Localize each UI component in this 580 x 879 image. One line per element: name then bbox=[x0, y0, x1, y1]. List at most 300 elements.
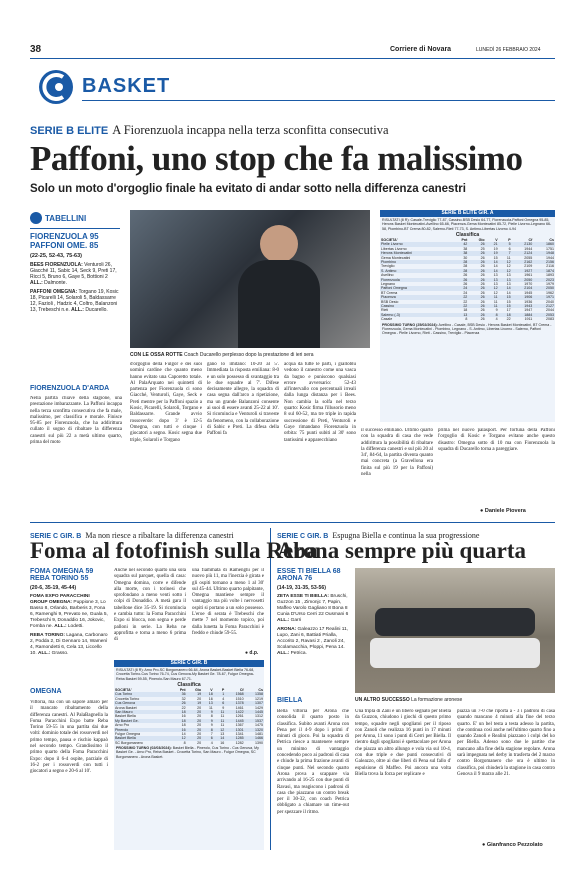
column-header: Pnt bbox=[179, 687, 186, 692]
stat-cell: 1422 bbox=[225, 710, 244, 714]
team-name-cell: Fiorenzuola bbox=[380, 278, 451, 282]
team-photo bbox=[355, 568, 555, 693]
team-name-cell: SC Borgomanero bbox=[115, 740, 143, 745]
team-name-cell: Crocetta Torino bbox=[115, 696, 140, 701]
stat-cell: 26 bbox=[480, 255, 485, 260]
stat-cell: 1445 bbox=[245, 710, 264, 714]
stat-cell: 1751 bbox=[546, 246, 554, 251]
stat-cell: 8 bbox=[210, 714, 213, 719]
stat-cell: 20 bbox=[187, 719, 202, 723]
stat-cell: 11 bbox=[220, 723, 225, 728]
standings-b-table bbox=[114, 688, 264, 745]
left-subhead: Ma non riesce a ribaltare la differenza canestri bbox=[85, 531, 234, 540]
lead-photo-caption: CON LE OSSA ROTTE Coach Ducarello perplesso dopo la prestazione di ieri sera bbox=[130, 352, 314, 358]
stat-cell: 1874 bbox=[533, 269, 555, 273]
lead-subhead: A Fiorenzuola incappa nella terza sconfitta consecutiva bbox=[112, 123, 389, 137]
team-name-cell: Piacenza bbox=[380, 295, 451, 299]
stat-cell: 2044 bbox=[546, 308, 554, 313]
stat-cell: 4 bbox=[495, 317, 498, 322]
column-header: Cf bbox=[239, 687, 244, 692]
stat-cell: 1 bbox=[214, 692, 226, 696]
team-name-cell: Salerno (-3) bbox=[380, 313, 451, 317]
stat-cell: 20 bbox=[197, 714, 202, 719]
stat-cell: 13 bbox=[506, 273, 511, 278]
stat-cell: 26 bbox=[480, 290, 485, 295]
lead-photo bbox=[130, 210, 370, 348]
stat-cell: 22 bbox=[451, 295, 468, 299]
stat-cell: 2116 bbox=[546, 264, 554, 269]
stat-cell: 17 bbox=[506, 308, 511, 313]
stat-cell: 1367 bbox=[235, 723, 244, 728]
stat-cell: 14 bbox=[486, 260, 499, 264]
stat-cell: 26 bbox=[172, 701, 187, 705]
stat-cell: 11 bbox=[208, 705, 213, 710]
team-name-cell: My Basket Ge. bbox=[114, 719, 172, 723]
stat-cell: 18 bbox=[463, 308, 468, 313]
stat-cell: 14 bbox=[493, 264, 498, 269]
stat-cell: 26 bbox=[468, 260, 485, 264]
stat-cell: 18 bbox=[202, 692, 214, 696]
stat-cell: 2053 bbox=[533, 313, 555, 317]
standings-b bbox=[114, 660, 264, 850]
column-header: SOCIETA' bbox=[115, 687, 132, 692]
column-header: Cs bbox=[549, 237, 554, 242]
stat-cell: 2083 bbox=[546, 317, 554, 322]
stat-cell: 26 bbox=[451, 278, 468, 282]
stat-cell: 2130 bbox=[512, 242, 534, 246]
stat-cell: 1461 bbox=[235, 705, 244, 710]
stat-cell: 30 bbox=[463, 255, 468, 260]
standings-a bbox=[380, 210, 555, 422]
stat-cell: 16 bbox=[220, 740, 225, 745]
stat-cell: 1860 bbox=[533, 242, 555, 246]
stat-cell: 14 bbox=[181, 731, 186, 736]
section-rule bbox=[82, 100, 555, 101]
lead-col-1: Nella partita chiave della stagione, una prestazione imbarazzante. La Paffoni incappa nella terza sconfitta consecutiva che fa male, malissimo, per classifica e morale. Finisce 95-85 per Fiorenzuola, che ha addirittura cullato il sogno di ribaltare la differenza canestri sul più 22 a metà ultimo quarto, prima del moto bbox=[30, 396, 122, 446]
standings-b-title: Classifica bbox=[177, 681, 201, 688]
standings-b-next: PROSSIMO TURNO (02/03/2024): Basket Biella - Pinerolo, Cus Torino - Cus Genova, My Basket Ge. - Arno Pro, Reba Basket - Crocetta Torino, San Mauro - Fulgor Omegna, SC Borgomanero - Arona Basket. bbox=[116, 746, 259, 759]
stat-cell: 2109 bbox=[524, 264, 533, 269]
basketball-icon bbox=[30, 212, 42, 224]
team-name-cell: Casale bbox=[381, 317, 393, 322]
stat-cell: 12 bbox=[506, 264, 511, 269]
right-boxscore-away: ARONA: Galeazzo 17 Realini 11, Lupo, Zani 6, Battiati Prialla, Accorito 2, Ravasi 2 , Zanoli 24, Scolamacchia, Ploppi, Pena 14. ALL.: Petrica. bbox=[277, 627, 349, 656]
right-col-3: piazza un 7-0 che riporta a - 3 i padroni di casa quando mancano 4 minuti alla fine del terzo quarto. E' un bel testa a testa adesso la partita, che continua così anche nell'ultimo quarto fino a quando Zanoli e Realini piazzano i colpi del ko per Biella. Adesso sono due le partite che mancano alla fine della stagione regolare. Arona sarà impegnata nel derby in trasferta del 2 marzo contro Borgomanero che ora è ultimo in classifica, poi chiuderà la stagione in casa contro Genova il 9 marzo alle 21. bbox=[457, 709, 555, 777]
left-boxscore-home: FOMA EXPO PARACCHINI GROUP OMEGNA: Puppione 3, Lo Basso 8, Orlando, Barberis 3, Fona 6, Ramenghi 9, Prevato ne, Guala 5, Trebeschi 9, Donaddio 16, Jokovic, Fomba ne. ALL.: Lodetti. bbox=[30, 594, 108, 629]
stat-cell: 13 bbox=[493, 273, 498, 278]
stat-cell: 8 bbox=[183, 740, 186, 745]
stat-cell: 1947 bbox=[524, 308, 533, 313]
stat-cell: 26 bbox=[480, 281, 485, 286]
standings-b-results: RISULTATI (8 R): Arno Pro-SC Borgomanero 66-64, Arona Basket-Basket Biella 76-68, Crocetta Torino-Cus Torino 76-74, Cus Genova-My Basket Ge. 78-67, Fulgor Omegna-Reba Basket 59-55, Pinerolo-San Mauro 67-71. bbox=[116, 668, 255, 681]
lead-col-2: d'orgoglio della Fulgor e dei suoi uomini cardine che quanto meno hanno evitato una Caporetto totale. Al PalaArquato nei quintetti di partenza per Fiorenzuola ci sono Giacché, Venturoli, Gaye, Seck e Preti mentre per la Paffoni spazio a Kosic, Picarelli, Solaroli, Torgano e Baldassarre. Grande avvio rossoverde: dopo 3' è 12-5 Omegna, con tutti e cinque i giocatori a segno. Kosic segna due triple, Solaroli e Torgano bbox=[130, 362, 202, 443]
coach-figure-icon bbox=[260, 225, 298, 263]
vertical-divider bbox=[270, 528, 271, 850]
stat-cell: 2104 bbox=[512, 286, 534, 290]
right-headline: Arona sempre più quarta bbox=[277, 538, 526, 563]
stat-cell: 20 bbox=[197, 731, 202, 736]
stat-cell: 18 bbox=[499, 313, 512, 317]
right-boxscore-home: ZETA ESSE TI BIELLA: Bruschi, Guzzon 15 , Zimonjc 7, Papin, Maffeo Varolo Gagliano 8 Bona 8 Cunia D'Urso Cerri 22 Ousmani 6 ALL.: Garri bbox=[277, 594, 349, 623]
team-name-cell: Pielle Livorno bbox=[380, 242, 451, 246]
stat-cell: 20 bbox=[197, 696, 202, 701]
team-name-cell: Legnano bbox=[381, 281, 395, 286]
left-headline: Foma al fotofinish sulla Reba bbox=[30, 538, 318, 563]
stat-cell: 1945 bbox=[524, 290, 533, 295]
stat-cell: 1341 bbox=[235, 731, 244, 736]
stat-cell: 14 bbox=[506, 290, 511, 295]
stat-cell: 26 bbox=[480, 299, 485, 304]
team-name-cell: Rieti bbox=[381, 308, 389, 313]
stat-cell: 6 bbox=[508, 246, 511, 251]
newspaper-name: Corriere di Novara bbox=[390, 46, 452, 53]
stat-cell: 1445 bbox=[225, 719, 244, 723]
stat-cell: 1971 bbox=[533, 295, 555, 299]
lead-headline: Paffoni, uno stop che fa malissimo bbox=[30, 139, 523, 178]
stat-cell: 32 bbox=[181, 696, 186, 701]
team-name-cell: Pinerolo bbox=[114, 728, 172, 732]
stat-cell: 16 bbox=[172, 728, 187, 732]
right-col-2: Una tripla di Zani e un libero segnato per Biella da Guzzon, chiudono i giochi di questo primo tempo, squadre negli spogliatoi per il riposo con Zanoli che realizza 16 punti in 17 minuti per Arona, 11 sono i punti di Cerri per Biella. Il rientro dagli spogliatoi è spettacolare per Arona che piazza un altro allungo e vola via sul 10-4, con due triple e due punti consecutivi di Galeazzo, oltre ai due liberi di Pena sul fallo d' espulsione di Maffeo. Poi ancora una volta Biella trova la forza per replicare e bbox=[355, 709, 451, 777]
boxscore-away: PAFFONI OMEGNA: Torgano 19, Kosic 18, Picarelli 14, Solaroli 5, Baldassarre 12, Fazioli , Hadzic 4, Coltro, Balanzoni 13, Trebeschi n.e. ALL.: Ducarello. bbox=[30, 289, 119, 313]
stat-cell: 11 bbox=[214, 719, 226, 723]
lead-col-4: acqua da tutte le parti, i gialloblu vedono il canestro come una vasca da bagno e puniscono qualsiasi errore avversario: 52-43 all'intervallo con percentuali irreali dalla lunga distanza per i Bees. Non cambia la solfa nel terzo quarto: Kosic firma l'illusorio meno 8 sul 60-52, ma tre triple in rapida successione di Preti, Venturoli e Gaye rimandano Fiorenzuola in orbita: 75 punti subiti al 30' sono tantissimi e apparecchiano bbox=[284, 362, 356, 443]
column-header: Pnt bbox=[461, 237, 468, 242]
team-name-cell: Avellino bbox=[381, 273, 394, 278]
left-score-home: FOMA OMEGNA 59 bbox=[30, 568, 94, 575]
stat-cell: 26 bbox=[480, 264, 485, 269]
stat-cell: 22 bbox=[451, 304, 468, 308]
horizontal-divider bbox=[30, 522, 555, 523]
team-name-cell: Cus Torino bbox=[114, 692, 172, 696]
column-header: V bbox=[210, 687, 213, 692]
right-partials: (14-19, 31-35, 53-56) bbox=[277, 585, 327, 591]
stat-cell: 36 bbox=[172, 692, 187, 696]
stat-cell: 6 bbox=[202, 736, 214, 740]
stat-cell: 1884 bbox=[512, 313, 534, 317]
stat-cell: 20 bbox=[187, 710, 202, 714]
stat-cell: 26 bbox=[480, 273, 485, 278]
right-city-title: BIELLA bbox=[277, 697, 303, 704]
column-header: V bbox=[495, 237, 498, 242]
stat-cell: 26 bbox=[468, 242, 485, 246]
score-partials: (22-25, 52-43, 75-63) bbox=[30, 253, 82, 259]
left-author: ● d.p. bbox=[245, 650, 259, 656]
stat-cell: 1936 bbox=[524, 299, 533, 304]
team-name-cell: Piombino bbox=[380, 260, 451, 264]
stat-cell: 14 bbox=[214, 736, 226, 740]
stat-cell: 1219 bbox=[255, 696, 263, 701]
stat-cell: 11 bbox=[486, 304, 499, 308]
standings-a-table bbox=[380, 238, 555, 322]
stat-cell: 20 bbox=[197, 723, 202, 728]
stat-cell: 12 bbox=[172, 736, 187, 740]
stat-cell: 15 bbox=[493, 255, 498, 260]
stat-cell: 38 bbox=[463, 246, 468, 251]
stat-cell: 6 bbox=[214, 701, 226, 705]
column-header: Cs bbox=[258, 687, 263, 692]
stat-cell: 1943 bbox=[512, 304, 534, 308]
stat-cell: 1475 bbox=[255, 723, 263, 728]
stat-cell: 20 bbox=[187, 736, 202, 740]
stat-cell: 1358 bbox=[245, 692, 264, 696]
stat-cell: 9 bbox=[210, 723, 213, 728]
stat-cell: 16 bbox=[208, 696, 213, 701]
score-away: PAFFONI OME. 85 bbox=[30, 241, 99, 250]
stat-cell: 1261 bbox=[235, 714, 244, 719]
team-name-cell: Fulgor Omegna bbox=[115, 731, 140, 736]
stat-cell: 28 bbox=[451, 260, 468, 264]
column-header: Gio bbox=[195, 687, 202, 692]
stat-cell: 7 bbox=[210, 731, 213, 736]
team-name-cell: BT Crema bbox=[381, 290, 398, 295]
standings-a-results: RISULTATI (8 R): Casale-Treviglio 77-87, Cassino-BSB Desio 64-77, Fiorenzuola-Paffoni Omegna 95-85, Herons Basket Montecatini-Avellino 65-66, Piacenza-Gema Montecatini 85-72, Pielle Livorno-Legnano 66-58, Piombino-BT Crema 80-82, Salerno-Rieti 77-73, S. Antimo-Libertas Livorno 4-94 bbox=[382, 218, 552, 231]
stat-cell: 1466 bbox=[245, 736, 264, 740]
left-col-1: Vittoria, ma con un sapore amaro per il mancato ribaltamento della differenza canestri. Al PalaBagnella la Foma Paracchini Expo batte Reba Torino 59-55 in una partita dai due volti: dominio totale dei rossoverdi nel primo tempo, pausa e rischio kappaò nel secondo tempo. Grandissimo il primo quarto della Foma Paracchini Expo: dopo il 6-4 ospite, parziale di 16-2 per i rossoverdi con tutti i giocatori a segno e 20-6 al 10'. bbox=[30, 700, 108, 775]
stat-cell: 1927 bbox=[512, 269, 534, 273]
boxscore-home: BEES FIORENZUOLA: Venturoli 26, Giacché 11, Sabic 14, Seck 9, Preti 17, Ricci 5, Bruno 6, Gaye 5, Bottioni 2 ALL.: Dalmonte. bbox=[30, 262, 117, 286]
stat-cell: 18 bbox=[172, 719, 187, 723]
stat-cell: 2040 bbox=[546, 299, 554, 304]
stat-cell: 26 bbox=[468, 269, 485, 273]
stat-cell: 11 bbox=[506, 255, 511, 260]
stat-cell: 11 bbox=[214, 710, 226, 714]
left-boxscore-away: REBA TORINO: Lagana, Carbonaro 2, Podda 2, Di Gennaro 14, Wamenì 4, Ramondetti 6, Cela 13, Liccello 10. ALL.: Grasso. bbox=[30, 633, 108, 656]
stat-cell: 1320 bbox=[245, 728, 264, 732]
right-subhead: Espugna Biella e continua la sua progressione bbox=[332, 531, 480, 540]
stat-cell: 22 bbox=[463, 299, 468, 304]
stat-cell: 13 bbox=[220, 731, 225, 736]
page-header bbox=[30, 44, 555, 59]
team-name-cell: Cus Genova bbox=[114, 701, 172, 705]
stat-cell: 1962 bbox=[546, 290, 554, 295]
standings-a-next: PROSSIMO TURNO (25/02/2024): Avellino - Casale, BSB Desio - Herons Basket Montecatini, BT Crema - Fiorenzuola, Gema Montecatini - Piombino, Legnano - S. Antimo, Libertas Livorno - Salerno, Paffoni Omegna - Pielle Livorno, Rieti - Cassino, Treviglio - Piacenza bbox=[382, 322, 552, 336]
section-logo bbox=[37, 68, 75, 106]
lead-col-6: prima nel nuovo palasport. Per fortuna della Paffoni l'orgoglio di Kosic e Torgano evitano anche questo disastro: Omegna sotto di 10 ma con Fiorenzuola la squadra di Ducarello torna a pareggiare. bbox=[438, 428, 555, 452]
stat-cell: 7 bbox=[499, 251, 512, 255]
stat-cell: 38 bbox=[451, 251, 468, 255]
stat-cell: 26 bbox=[468, 304, 485, 308]
stat-cell: 1970 bbox=[524, 281, 533, 286]
team-name-cell: Treviglio bbox=[381, 264, 395, 269]
stat-cell: 12 bbox=[214, 728, 226, 732]
stat-cell: 1390 bbox=[255, 740, 263, 745]
stat-cell: 9 bbox=[222, 705, 225, 710]
issue-date: LUNEDÌ 26 FEBBRAIO 2024 bbox=[476, 47, 541, 53]
team-name-cell: Gema Montecatini bbox=[381, 255, 411, 260]
stat-cell: 28 bbox=[451, 269, 468, 273]
team-name-cell: San Mauro bbox=[114, 710, 172, 714]
stat-cell: 13 bbox=[493, 281, 498, 286]
stat-cell: 15 bbox=[499, 295, 512, 299]
stat-cell: 2050 bbox=[533, 286, 555, 290]
stat-cell: 12 bbox=[493, 290, 498, 295]
stat-cell: 19 bbox=[493, 246, 498, 251]
stat-cell: 11 bbox=[493, 299, 498, 304]
stat-cell: 1893 bbox=[546, 273, 554, 278]
stat-cell: 1979 bbox=[546, 281, 554, 286]
stat-cell: 13 bbox=[486, 278, 499, 282]
column-header: P bbox=[508, 237, 511, 242]
stat-cell: 20 bbox=[197, 705, 202, 710]
stat-cell: 1944 bbox=[524, 246, 533, 251]
left-col-2: Anche nel secondo quarto una sola squadra sul parquet, quella di casa: Omegna domina, corre e difende alla morte, con i torinesi che sprofondano a meno venti sotto i colpi di Donaddio. A metà gara il tabellone dice 35-19. Si ricomincia e cambia tutto: la Foma Paracchini Expo si blocca, non segna e perde palloni in serie. La Reba ne approfitta e torna a meno 6 prima di bbox=[114, 568, 186, 643]
stat-cell: 1378 bbox=[225, 701, 244, 705]
stat-cell: 26 bbox=[468, 286, 485, 290]
stat-cell: 2127 bbox=[533, 304, 555, 308]
stat-cell: 4 bbox=[210, 740, 213, 745]
right-author: ● Gianfranco Pezzolato bbox=[482, 842, 543, 848]
stat-cell: 15 bbox=[506, 299, 511, 304]
stat-cell: 1307 bbox=[245, 701, 264, 705]
stat-cell: 13 bbox=[499, 278, 512, 282]
lead-city-title: FIORENZUOLA D'ARDA bbox=[30, 385, 110, 392]
stat-cell: 2124 bbox=[512, 251, 534, 255]
stat-cell: 13 bbox=[506, 281, 511, 286]
stat-cell: 1510 bbox=[235, 696, 244, 701]
stat-cell: 1312 bbox=[255, 714, 263, 719]
stat-cell: 22 bbox=[506, 317, 511, 322]
stat-cell: 2162 bbox=[512, 260, 534, 264]
stat-cell: 2055 bbox=[524, 255, 533, 260]
stat-cell: 26 bbox=[463, 281, 468, 286]
stat-cell: 1906 bbox=[512, 295, 534, 299]
stat-cell: 9 bbox=[495, 308, 498, 313]
column-header: P bbox=[221, 687, 225, 692]
stat-cell: 21 bbox=[486, 242, 499, 246]
stat-cell: 5 bbox=[499, 242, 512, 246]
stat-cell: 16 bbox=[181, 714, 186, 719]
left-score-away: REBA TORINO 55 bbox=[30, 575, 89, 582]
team-name-cell: Herons Montecatini bbox=[380, 251, 451, 255]
right-tabellini bbox=[277, 568, 349, 657]
stat-cell: 1944 bbox=[546, 255, 554, 260]
stat-cell: 25 bbox=[480, 246, 485, 251]
right-col-1: Bella vittoria per Arona che consolida il quarto posto in classifica. Subito avanti Arona con Pena per il 4-9 dopo i primi 4' minuti di gioco. Poi la squadra di Petrica riesce a mantenere sempre un minimo di vantaggio concedendo poco ai padroni di casa e chiude la prima frazione avanti di cinque punti. Nel secondo quarto Arona prova a scappare via arrivando al 16-25 con due punti di Ravasi, ma reagiscono i padroni di casa che piazzano un contro break per il 30-32, con coach Petrica obbligato a chiamare un time-out per spezzare il ritmo. bbox=[277, 709, 349, 815]
lead-col-3: gano lo imitano: 10-20 al 5'. Immediata la risposta emiliana: 8-0 e un solo possesso di svantaggio tra le due squadre al 7'. Difese decisamente allegre, la squadra di casa segna dall'arco a ripetizione, ma un grande Balanzoni consente ai suoi di essere avanti 25-22 al 10'. Si ricomincia e Venturoli si traveste da fenomeno, con la collaborazione di Sabic e Preti. La difesa della Paffoni fa bbox=[207, 362, 279, 437]
stat-cell: 1285 bbox=[225, 736, 244, 740]
stat-cell: 24 bbox=[451, 286, 468, 290]
stat-cell: 26 bbox=[468, 295, 485, 299]
stat-cell: 20 bbox=[187, 728, 202, 732]
tabellini-box bbox=[30, 212, 120, 332]
stat-cell: 9 bbox=[202, 719, 214, 723]
stat-cell: 18 bbox=[181, 723, 186, 728]
lead-col-5: il successo emiliano. Ultimo quarto con la squadra di casa che vede addirittura la possibilità di ribaltare la differenza canestri e sul più 20 al 34', 84-64, la partita diventa quanto mai concreta (a Gravellona era finita sul più 19 per la Paffoni) nella bbox=[361, 428, 433, 478]
team-photo-caption: UN ALTRO SUCCESSO La formazione aronese bbox=[355, 697, 463, 703]
stat-cell: 9 bbox=[202, 710, 214, 714]
stat-cell: 1537 bbox=[245, 719, 264, 723]
stat-cell: 1481 bbox=[255, 731, 263, 736]
standings-b-header: SERIE C GIR. B bbox=[114, 660, 264, 667]
stat-cell: 19 bbox=[187, 692, 202, 696]
stat-cell: 26 bbox=[463, 273, 468, 278]
team-name-cell: Basket Biella bbox=[115, 714, 136, 719]
stat-cell: 24 bbox=[463, 290, 468, 295]
column-header: Gio bbox=[478, 237, 485, 242]
team-name-cell: Paffoni Omegna bbox=[380, 286, 451, 290]
page-number: 38 bbox=[30, 44, 42, 55]
stat-cell: 2050 bbox=[512, 278, 534, 282]
stat-cell: 1282 bbox=[235, 740, 244, 745]
stat-cell: 1301 bbox=[225, 728, 244, 732]
right-score-home: ESSE TI BIELLA 68 bbox=[277, 568, 341, 575]
stat-cell: 26 bbox=[480, 308, 485, 313]
stat-cell: 11 bbox=[486, 295, 499, 299]
stat-cell: 15 bbox=[499, 304, 512, 308]
left-tabellini bbox=[30, 568, 108, 657]
stat-cell: 12 bbox=[499, 269, 512, 273]
standings-a-title: Classifica bbox=[455, 231, 480, 238]
team-name-cell: BSB Desio bbox=[381, 299, 399, 304]
stat-cell: 2023 bbox=[533, 278, 555, 282]
column-header: SOCIETA' bbox=[381, 237, 398, 242]
stat-cell: 26 bbox=[468, 278, 485, 282]
stat-cell: 11 bbox=[220, 714, 225, 719]
team-name-cell: S. Antimo bbox=[380, 269, 451, 273]
right-score-away: ARONA 76 bbox=[277, 575, 313, 582]
stat-cell: 14 bbox=[486, 269, 499, 273]
stat-cell: 26 bbox=[480, 317, 485, 322]
tabellini-header bbox=[30, 212, 120, 224]
stat-cell: 14 bbox=[499, 286, 512, 290]
left-city-title: OMEGNA bbox=[30, 688, 62, 695]
stat-cell: 8 bbox=[202, 728, 214, 732]
lead-kicker: SERIE B ELITE bbox=[30, 125, 109, 137]
stat-cell: 19 bbox=[486, 251, 499, 255]
lead-summary: Solo un moto d'orgoglio finale ha evitato di andar sotto nella differenza canestri bbox=[30, 183, 466, 195]
stat-cell: 8 bbox=[465, 317, 468, 322]
stat-cell: 13 bbox=[451, 313, 468, 317]
team-name-cell: Arno Pro bbox=[115, 723, 130, 728]
team-name-cell: Arona Basket bbox=[115, 705, 137, 710]
lead-kicker-line bbox=[30, 121, 560, 139]
cdi-logo-icon bbox=[37, 68, 75, 106]
team-name-cell: Basket Biella bbox=[114, 736, 172, 740]
stat-cell: 42 bbox=[451, 242, 468, 246]
stat-cell: 12 bbox=[499, 260, 512, 264]
stat-cell: 28 bbox=[463, 264, 468, 269]
score-home: FIORENZUOLA 95 bbox=[30, 232, 99, 241]
left-col-3: una fiammata di Ramenghi per il nuovo più 11, ma l'inerzia è girata e gli ospiti tornano a meno 1 al 30' sul 45-44. Ultimo quarto palpitante, Omegna mantiene sempre il vantaggio ma più volte i nervosetti ospiti si portano a un solo possesso. L'eroe di serata è Trebeschi che mette 7 nel momento topico, poi dalla lunetta la Foma Paracchini è freddo e chiude 59-55. bbox=[192, 568, 264, 636]
tabellini-label: TABELLINI bbox=[45, 213, 87, 223]
stat-cell: 26 bbox=[468, 313, 485, 317]
stat-cell: 26 bbox=[468, 251, 485, 255]
stat-cell: 1948 bbox=[533, 251, 555, 255]
stat-cell: 2156 bbox=[533, 260, 555, 264]
stat-cell: 12 bbox=[486, 286, 499, 290]
right-kicker: SERIE C GIR. B bbox=[277, 533, 329, 540]
left-partials: (20-6, 35-19, 45-44) bbox=[30, 585, 77, 591]
stat-cell: 1429 bbox=[255, 705, 263, 710]
stat-cell: 18 bbox=[172, 710, 187, 714]
left-kicker: SERIE C GIR. B bbox=[30, 533, 82, 540]
section-title: BASKET bbox=[82, 75, 171, 97]
stat-cell: 4 bbox=[222, 696, 225, 701]
stat-cell: 20 bbox=[197, 740, 202, 745]
column-header: Cf bbox=[528, 237, 533, 242]
team-name-cell: Cassino bbox=[380, 304, 451, 308]
stat-cell: 1961 bbox=[524, 273, 533, 278]
stat-cell: 13 bbox=[202, 701, 214, 705]
stat-cell: 1911 bbox=[524, 317, 533, 322]
stat-cell: 1568 bbox=[225, 692, 244, 696]
stat-cell: 22 bbox=[181, 705, 186, 710]
lead-author: ● Daniele Piovera bbox=[480, 508, 526, 514]
stat-cell: 8 bbox=[486, 313, 499, 317]
stat-cell: 19 bbox=[187, 701, 202, 705]
standings-a-header: SERIE B ELITE GIR. A bbox=[380, 210, 555, 217]
